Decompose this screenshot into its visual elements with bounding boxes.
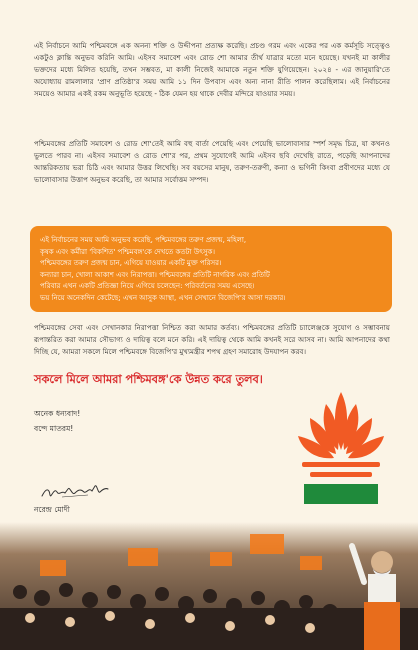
callout-line: এই নির্বাচনের সময় আমি অনুভব করেছি, পশ্চিমবঙ্গের তরুণ প্রজন্ম, মহিলা,	[40, 236, 247, 244]
callout-line: কৃষক এবং কর্মীরা 'বিকশিত' পশ্চিমবঙ্গ'কে দেখতে কতটা উৎসুক।	[40, 247, 215, 256]
signature-icon	[40, 480, 110, 502]
callout-line: ভয় নিয়ে অনেকদিন কেটেছে; এখন আসুক আস্থা, এখন সেখানে বিজেপি'র আসা দরকার।	[40, 293, 286, 302]
callout-line: পরিবার এখন একটি প্রতিজ্ঞা নিয়ে এগিয়ে চলেছেন: পরিবর্তনের সময় এসেছে।	[40, 282, 255, 291]
closing-thanks: অনেক ধন্যবাদ!	[34, 409, 81, 418]
slogan-heading: সকলে মিলে আমরা পশ্চিমবঙ্গ'কে উন্নত করে তুলব।	[34, 373, 263, 386]
callout-line: পশ্চিমবঙ্গের তরুণ প্রজন্ম চান, এগিয়ে যাওয়ার একটি মুক্ত পরিসর।	[40, 259, 222, 268]
closing-vande-mataram: বন্দে মাতরম!	[34, 424, 74, 433]
signer-name: নরেন্দ্র মোদী	[34, 505, 70, 514]
letter-paragraph-1: এই নির্বাচনে আমি পশ্চিমবঙ্গে এক অনন্য শক্তি ও উদ্দীপনা প্রত্যক্ষ করেছি। প্রচণ্ড গরম এবং একের পর এক কর্মসূচি সত্ত্বেও একটুও ক্লান্তি অনুভব করিনি আমি। এইসব সমাবেশ এবং রোড শো আমার তীর্থ যাত্রার মতো মনে হয়েছে। যখনই মা কালীর ভক্তদের মধ্যে মিলিত হয়েছি, তখন সম্ভবত, মা কালী নিজেই আমাকে নতুন শক্তি যুগিয়েছেন। ২০২৪ - এর জানুয়ারি'তে অযোধ্যায় রামলালার 'প্রাণ প্রতিষ্ঠা'র সময় আমি ১১ দিন উপবাস এবং অন্য নানা রীতি পালন করেছিলাম। এই নির্বাচনের সময়েও আমার একই রকম অনুভূতি হয়েছে - ঠিক যেমন হয় থাকে দেবীর মন্দিরে যাওয়ার সময়।	[34, 41, 390, 99]
rally-crowd-photo	[0, 522, 418, 650]
highlight-callout-box	[30, 226, 392, 312]
callout-line: কন্যারা চান, খোলা আকাশ এবং নিরাপত্তা। পশ্চিমবঙ্গের প্রতিটি নাগরিক এবং প্রতিটি	[40, 270, 270, 279]
letter-paragraph-2: পশ্চিমবঙ্গের প্রতিটি সমাবেশ ও রোড শো'তেই আমি বহু বার্তা পেয়েছি এবং পেয়েছি ভালোবাসার স্পর্শ সমৃদ্ধ চিত্র, যা কখনও ভুলতে পারব না। এইসব সমাবেশ ও রোড শো'র পর, প্রথম সুযোগেই আমি এইসব ছবি দেখেছি রাতে, পড়েছি আপনাদের আন্তরিকতায় ভরা চিঠি এবং আমার উত্তর লিখেছি। সব বয়সের মানুষ, তরুণ-তরুণী, কন্যা ও ভগিনী কিংবা প্রবীণদের মধ্যে যে ভালোবাসার উত্তাপ অনুভব করেছি, তা আমার সর্বোত্তম সম্পদ।	[34, 139, 390, 185]
bjp-lotus-icon	[292, 384, 390, 510]
letter-paragraph-3: পশ্চিমবঙ্গের সেবা এবং সেখানকার নিরাপত্তা নিশ্চিত করা আমার কর্তব্য। পশ্চিমবঙ্গের প্রতিটি চ্যালেঞ্জকে সুযোগ ও সম্ভাবনায় রূপান্তরিত করা আমার সৌভাগ্য ও দায়িত্ব বলে মনে করি। এই দায়িত্ব থেকে আমি কখনই সরে আসব না। আমি আপনাদের কথা দিচ্ছি যে, আমরা সকলে মিলে পশ্চিমবঙ্গে বিজেপি'র মুখ্যমন্ত্রীর শপথ গ্রহণ সমারোহ উদযাপন করব।	[34, 323, 390, 357]
